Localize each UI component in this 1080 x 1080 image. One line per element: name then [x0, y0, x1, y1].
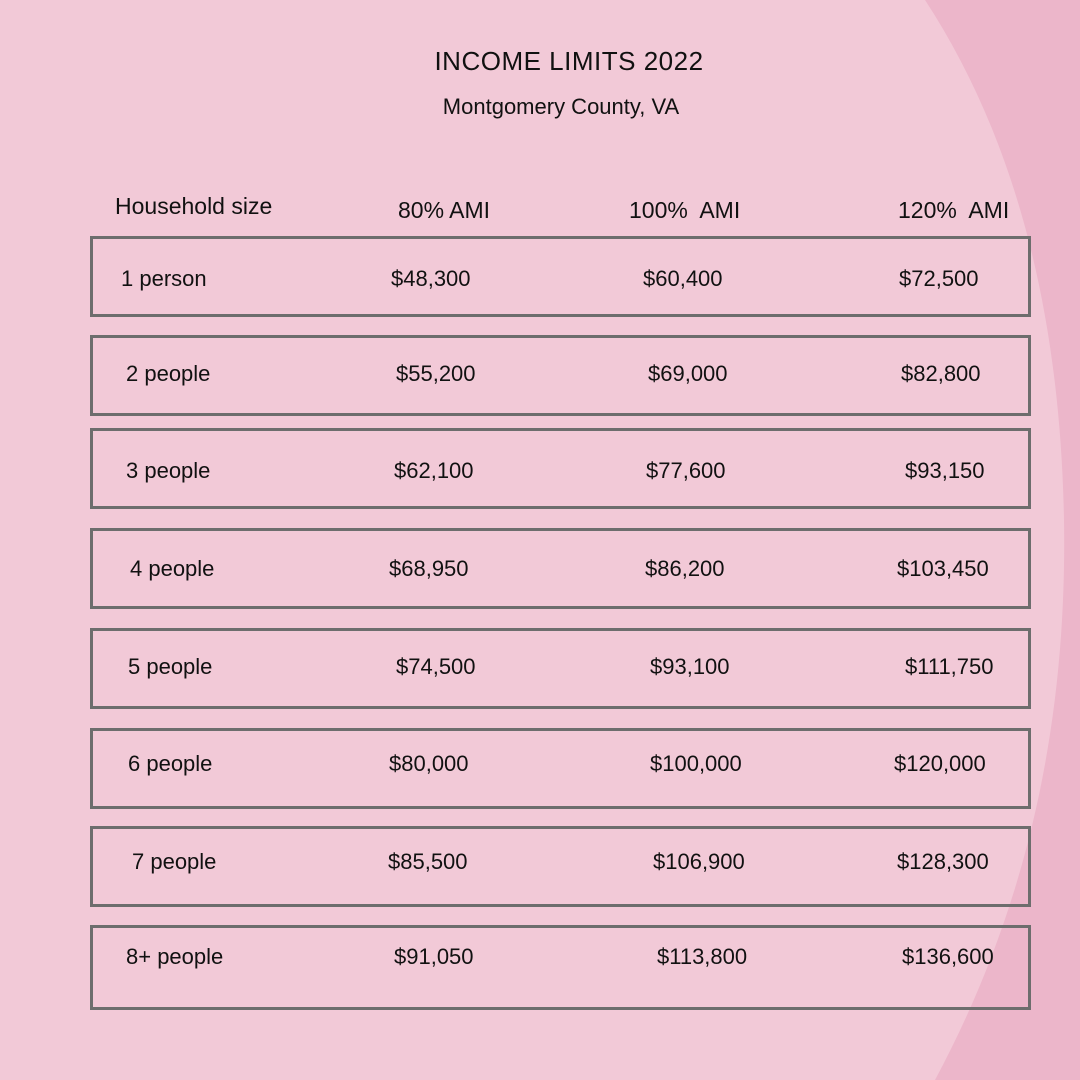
ami120-cell: $72,500 [899, 266, 979, 291]
ami120-cell: $93,150 [905, 458, 985, 483]
ami120-cell: $136,600 [902, 944, 994, 969]
ami100-cell: $93,100 [650, 654, 730, 679]
table-row [90, 528, 1031, 609]
header-80-ami: 80% AMI [398, 197, 491, 223]
header-120-ami: 120% AMI [898, 197, 1010, 223]
ami80-cell: $91,050 [394, 944, 474, 969]
table-row [90, 925, 1031, 1010]
ami120-cell: $82,800 [901, 361, 981, 386]
header-100-ami: 100% AMI [629, 197, 741, 223]
ami80-cell: $74,500 [396, 654, 476, 679]
household-size-cell: 6 people [128, 751, 213, 776]
household-size-cell: 8+ people [126, 944, 224, 969]
ami120-cell: $103,450 [897, 556, 989, 581]
ami100-cell: $77,600 [646, 458, 726, 483]
household-size-cell: 5 people [128, 654, 213, 679]
table-row [90, 826, 1031, 907]
table-row [90, 335, 1031, 416]
table-row [90, 236, 1031, 317]
ami80-cell: $55,200 [396, 361, 476, 386]
ami80-cell: $80,000 [389, 751, 469, 776]
header-household-size: Household size [115, 193, 273, 219]
ami80-cell: $62,100 [394, 458, 474, 483]
ami100-cell: $69,000 [648, 361, 728, 386]
ami80-cell: $48,300 [391, 266, 471, 291]
ami120-cell: $120,000 [894, 751, 986, 776]
ami120-cell: $128,300 [897, 849, 989, 874]
ami100-cell: $100,000 [650, 751, 742, 776]
table-row [90, 428, 1031, 509]
ami100-cell: $113,800 [657, 944, 748, 969]
page-title: INCOME LIMITS 2022 [434, 46, 704, 76]
page-subtitle: Montgomery County, VA [442, 94, 680, 119]
ami100-cell: $60,400 [643, 266, 723, 291]
household-size-cell: 3 people [126, 458, 211, 483]
ami100-cell: $106,900 [653, 849, 745, 874]
household-size-cell: 7 people [132, 849, 217, 874]
household-size-cell: 4 people [130, 556, 215, 581]
ami80-cell: $85,500 [388, 849, 468, 874]
ami80-cell: $68,950 [389, 556, 469, 581]
household-size-cell: 1 person [121, 266, 207, 291]
ami100-cell: $86,200 [645, 556, 725, 581]
table-row [90, 628, 1031, 709]
household-size-cell: 2 people [126, 361, 211, 386]
table-row [90, 728, 1031, 809]
ami120-cell: $111,750 [905, 654, 994, 679]
